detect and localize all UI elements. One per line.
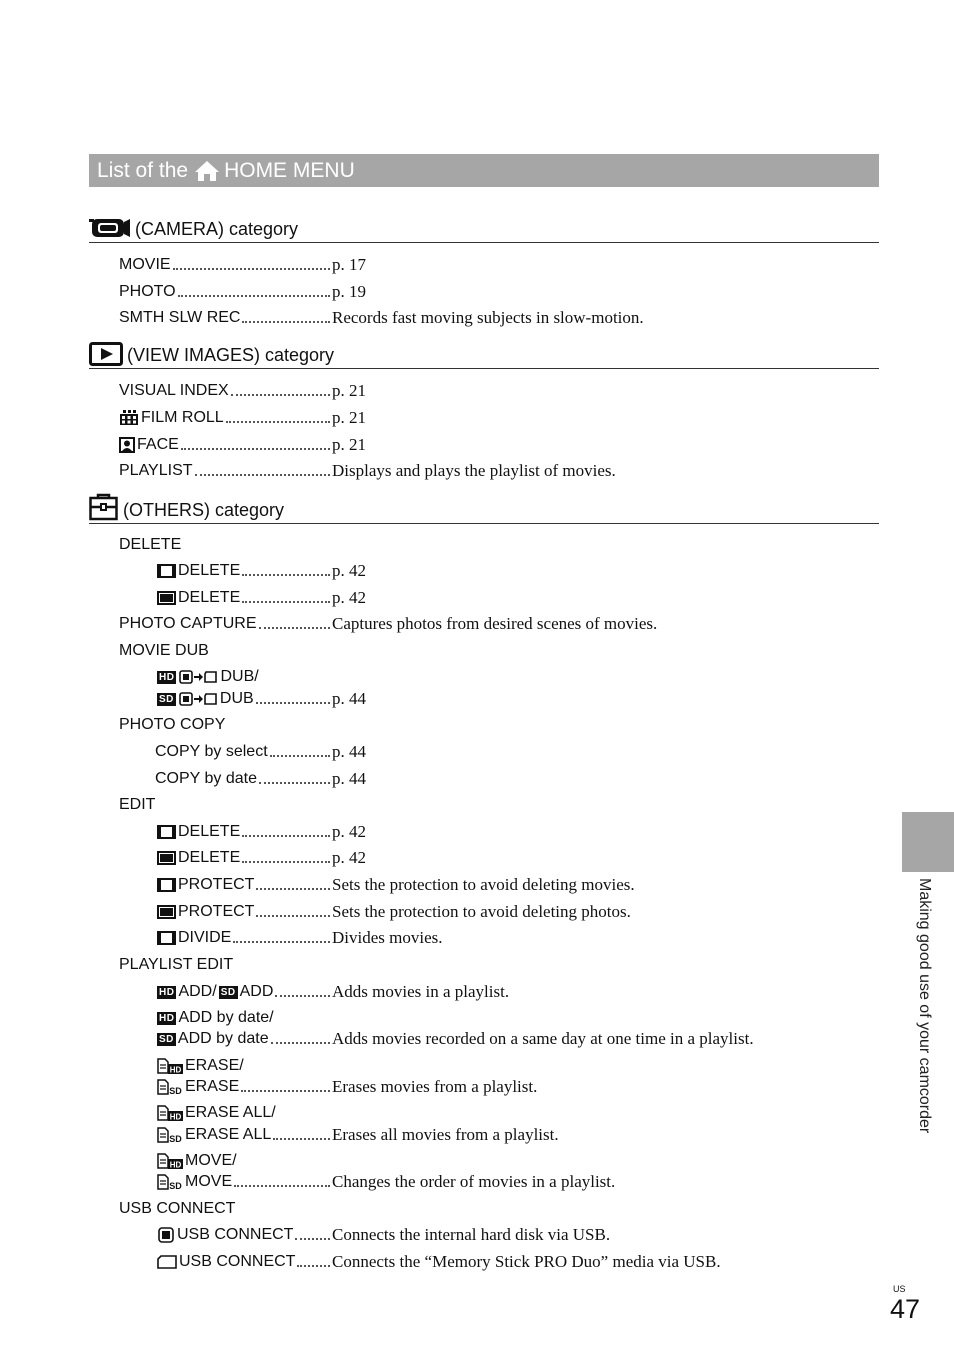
menu-item-movie-dub-hd[interactable] bbox=[157, 666, 259, 688]
menu-item-erase-all-hd[interactable] bbox=[157, 1102, 276, 1124]
item-desc: Connects the internal hard disk via USB. bbox=[332, 1225, 611, 1244]
leader-dots bbox=[295, 1238, 330, 1240]
item-name: MOVIE bbox=[119, 256, 171, 273]
item-name bbox=[157, 1226, 293, 1244]
item-name-text: ERASE ALL/ bbox=[185, 1104, 276, 1121]
item-desc: Displays and plays the playlist of movies. bbox=[332, 461, 616, 480]
item-name bbox=[157, 983, 273, 1001]
item-name-text: DELETE bbox=[178, 823, 241, 840]
playlist-hd-icon bbox=[157, 1105, 183, 1121]
item-name bbox=[157, 823, 240, 841]
item-name bbox=[119, 436, 179, 454]
group-delete[interactable]: DELETE bbox=[119, 536, 182, 553]
photo-icon bbox=[157, 591, 176, 605]
group-edit[interactable]: EDIT bbox=[119, 796, 156, 813]
hd-badge: HD bbox=[159, 1012, 175, 1024]
menu-item-movie-dub-sd[interactable] bbox=[157, 688, 366, 710]
photo-icon bbox=[157, 851, 176, 865]
hdd-to-ms-icon bbox=[178, 670, 218, 684]
item-desc: Adds movies in a playlist. bbox=[332, 982, 510, 1001]
toolbox-icon bbox=[89, 493, 119, 521]
leader-dots bbox=[181, 448, 330, 450]
menu-item-protect-movie[interactable] bbox=[157, 874, 635, 896]
region-code: US bbox=[893, 1284, 906, 1294]
playlist-sd-icon bbox=[157, 1127, 183, 1143]
leader-dots bbox=[271, 1042, 330, 1044]
title-prefix: List of the bbox=[97, 158, 189, 182]
item-name-text: USB CONNECT bbox=[179, 1253, 296, 1270]
camera-category-label: (CAMERA) category bbox=[135, 219, 299, 239]
menu-item-add[interactable] bbox=[157, 981, 510, 1003]
menu-item-film-roll[interactable] bbox=[119, 407, 366, 429]
leader-dots bbox=[173, 268, 330, 270]
menu-item-move-hd[interactable] bbox=[157, 1150, 237, 1172]
menu-item-smth-slw-rec[interactable] bbox=[119, 307, 644, 329]
item-name bbox=[157, 929, 231, 947]
play-icon bbox=[89, 342, 123, 366]
movie-film-icon bbox=[157, 825, 176, 839]
menu-item-move-sd[interactable] bbox=[157, 1171, 616, 1193]
leader-dots bbox=[234, 1185, 330, 1187]
item-desc: p. 42 bbox=[332, 822, 366, 841]
photo-icon bbox=[157, 905, 176, 919]
section-label bbox=[904, 878, 944, 1178]
home-icon bbox=[194, 160, 220, 182]
page-title bbox=[89, 159, 355, 183]
sd-badge: SD bbox=[220, 986, 236, 998]
leader-dots bbox=[273, 1138, 330, 1140]
dub-hd-text: DUB/ bbox=[220, 668, 259, 685]
sd-badge: SD bbox=[159, 693, 174, 705]
leader-dots bbox=[231, 394, 330, 396]
item-name-text: ADD by date bbox=[177, 1030, 269, 1047]
item-desc: p. 42 bbox=[332, 561, 366, 580]
hd-mark: HD bbox=[169, 1160, 182, 1169]
item-name-text: ADD/ bbox=[178, 983, 217, 1000]
playlist-hd-icon bbox=[157, 1153, 183, 1169]
movie-film-icon bbox=[157, 878, 176, 892]
menu-item-divide[interactable] bbox=[157, 927, 443, 949]
menu-item-protect-photo[interactable] bbox=[157, 901, 631, 923]
hd-mark: HD bbox=[169, 1112, 182, 1121]
leader-dots bbox=[259, 782, 330, 784]
menu-item-playlist[interactable] bbox=[119, 460, 616, 482]
menu-item-movie[interactable] bbox=[119, 254, 366, 276]
leader-dots bbox=[256, 915, 330, 917]
item-desc: p. 21 bbox=[332, 408, 366, 427]
others-category-header bbox=[89, 493, 879, 524]
view-images-category-header bbox=[89, 342, 879, 369]
item-desc: Captures photos from desired scenes of movies. bbox=[332, 614, 658, 633]
face-icon bbox=[119, 437, 135, 453]
hd-mark: HD bbox=[169, 1065, 182, 1074]
leader-dots bbox=[233, 941, 330, 943]
menu-item-photo-capture[interactable] bbox=[119, 613, 658, 635]
section-label-text: Making good use of your camcorder bbox=[916, 878, 933, 1134]
item-name-text: MOVE bbox=[185, 1173, 233, 1190]
memory-stick-icon bbox=[157, 1255, 177, 1269]
camera-icon bbox=[89, 216, 131, 240]
item-name bbox=[157, 1126, 271, 1144]
item-name bbox=[157, 1078, 239, 1096]
item-desc: Erases all movies from a playlist. bbox=[332, 1125, 559, 1144]
page-number: 47 bbox=[890, 1294, 921, 1324]
item-desc: p. 44 bbox=[332, 742, 366, 761]
item-name bbox=[119, 409, 224, 427]
item-desc: Adds movies recorded on a same day at one time in a playlist. bbox=[332, 1029, 754, 1048]
item-name-text: ERASE bbox=[185, 1078, 240, 1095]
item-desc: Records fast moving subjects in slow-motion. bbox=[332, 308, 644, 327]
hdd-icon bbox=[157, 1227, 175, 1243]
menu-item-usb-connect-ms[interactable] bbox=[157, 1251, 721, 1273]
item-name-text: DELETE bbox=[178, 562, 241, 579]
item-name bbox=[157, 589, 240, 607]
item-desc: p. 21 bbox=[332, 381, 366, 400]
item-name: PHOTO bbox=[119, 283, 176, 300]
item-desc: p. 21 bbox=[332, 435, 366, 454]
item-name: SMTH SLW REC bbox=[119, 309, 241, 326]
menu-item-face[interactable] bbox=[119, 434, 366, 456]
item-name: VISUAL INDEX bbox=[119, 382, 229, 399]
hdd-to-ms-icon bbox=[178, 692, 218, 706]
item-name: PLAYLIST bbox=[119, 462, 193, 479]
item-name bbox=[157, 690, 254, 708]
item-name-text: PROTECT bbox=[178, 876, 255, 893]
menu-item-photo[interactable] bbox=[119, 281, 366, 303]
item-desc: Changes the order of movies in a playlist. bbox=[332, 1172, 616, 1191]
leader-dots bbox=[242, 861, 330, 863]
sd-badge: SD bbox=[159, 1033, 174, 1045]
item-desc: Sets the protection to avoid deleting photos. bbox=[332, 902, 631, 921]
item-desc: p. 44 bbox=[332, 769, 366, 788]
item-name-text: DELETE bbox=[178, 849, 241, 866]
title-suffix: HOME MENU bbox=[224, 158, 355, 182]
playlist-sd-icon bbox=[157, 1174, 183, 1190]
item-name-text: PROTECT bbox=[178, 903, 255, 920]
leader-dots bbox=[256, 888, 330, 890]
item-name-text: ERASE ALL bbox=[185, 1126, 272, 1143]
item-desc: p. 19 bbox=[332, 282, 366, 301]
leader-dots bbox=[242, 835, 330, 837]
menu-item-erase-hd[interactable] bbox=[157, 1055, 244, 1077]
menu-item-copy-by-select[interactable] bbox=[155, 741, 366, 763]
item-name: COPY by select bbox=[155, 743, 268, 760]
menu-item-delete-photo[interactable] bbox=[157, 587, 366, 609]
menu-item-usb-connect-hdd[interactable] bbox=[157, 1224, 611, 1246]
item-name: COPY by date bbox=[155, 770, 257, 787]
item-name-text: DUB bbox=[219, 690, 254, 707]
playlist-sd-icon bbox=[157, 1079, 183, 1095]
item-desc: p. 17 bbox=[332, 255, 366, 274]
leader-dots bbox=[195, 474, 330, 476]
item-desc: p. 42 bbox=[332, 848, 366, 867]
leader-dots bbox=[259, 627, 331, 629]
group-photo-copy[interactable]: PHOTO COPY bbox=[119, 716, 226, 733]
item-name-text: ADD bbox=[239, 983, 274, 1000]
item-name-text: FILM ROLL bbox=[141, 409, 224, 426]
menu-item-erase-all-sd[interactable] bbox=[157, 1124, 559, 1146]
menu-item-erase-sd[interactable] bbox=[157, 1076, 538, 1098]
menu-item-delete-movie[interactable] bbox=[157, 560, 366, 582]
camera-category-header bbox=[89, 216, 879, 243]
item-name-text: DELETE bbox=[178, 589, 241, 606]
menu-item-add-by-date-sd[interactable] bbox=[157, 1028, 754, 1050]
item-desc: Erases movies from a playlist. bbox=[332, 1077, 538, 1096]
item-desc: p. 42 bbox=[332, 588, 366, 607]
leader-dots bbox=[242, 321, 330, 323]
leader-dots bbox=[242, 574, 330, 576]
menu-item-edit-delete-photo[interactable] bbox=[157, 847, 366, 869]
leader-dots bbox=[275, 995, 330, 997]
leader-dots bbox=[226, 421, 330, 423]
item-name-text: FACE bbox=[137, 436, 179, 453]
menu-item-copy-by-date[interactable] bbox=[155, 768, 366, 790]
item-name-text: ERASE/ bbox=[185, 1057, 244, 1074]
item-name: PHOTO CAPTURE bbox=[119, 615, 257, 632]
group-movie-dub[interactable]: MOVIE DUB bbox=[119, 642, 209, 659]
movie-film-icon bbox=[157, 931, 176, 945]
item-name bbox=[157, 562, 240, 580]
item-name-text: DIVIDE bbox=[178, 929, 232, 946]
hd-badge: HD bbox=[159, 671, 175, 683]
movie-film-icon bbox=[157, 564, 176, 578]
playlist-hd-icon bbox=[157, 1058, 183, 1074]
menu-item-edit-delete-movie[interactable] bbox=[157, 821, 366, 843]
view-images-category-label: (VIEW IMAGES) category bbox=[127, 345, 335, 365]
others-category-label: (OTHERS) category bbox=[123, 500, 285, 520]
item-name bbox=[157, 903, 254, 921]
item-desc: p. 44 bbox=[332, 689, 366, 708]
item-name-text: USB CONNECT bbox=[177, 1226, 294, 1243]
item-desc: Sets the protection to avoid deleting movies. bbox=[332, 875, 635, 894]
sd-mark: SD bbox=[169, 1134, 182, 1143]
item-name bbox=[157, 1253, 295, 1271]
leader-dots bbox=[241, 1090, 330, 1092]
leader-dots bbox=[297, 1265, 330, 1267]
sd-mark: SD bbox=[169, 1181, 182, 1190]
leader-dots bbox=[256, 702, 330, 704]
item-name-text: MOVE/ bbox=[185, 1152, 237, 1169]
leader-dots bbox=[178, 295, 330, 297]
item-name bbox=[157, 1173, 232, 1191]
group-playlist-edit[interactable]: PLAYLIST EDIT bbox=[119, 956, 234, 973]
leader-dots bbox=[270, 755, 330, 757]
menu-item-visual-index[interactable] bbox=[119, 380, 366, 402]
section-tab bbox=[902, 812, 954, 872]
group-usb-connect[interactable]: USB CONNECT bbox=[119, 1200, 236, 1217]
title-bar bbox=[89, 154, 879, 187]
item-name-text: ADD by date/ bbox=[178, 1009, 274, 1026]
sd-mark: SD bbox=[169, 1086, 182, 1095]
item-name bbox=[157, 849, 240, 867]
item-desc: Connects the “Memory Stick PRO Duo” media via USB. bbox=[332, 1252, 721, 1271]
item-name bbox=[157, 1030, 269, 1048]
item-desc: Divides movies. bbox=[332, 928, 443, 947]
hd-badge: HD bbox=[159, 986, 175, 998]
leader-dots bbox=[242, 601, 330, 603]
item-name bbox=[157, 876, 254, 894]
menu-item-add-by-date-hd[interactable] bbox=[157, 1007, 274, 1029]
film-roll-icon bbox=[119, 410, 139, 426]
